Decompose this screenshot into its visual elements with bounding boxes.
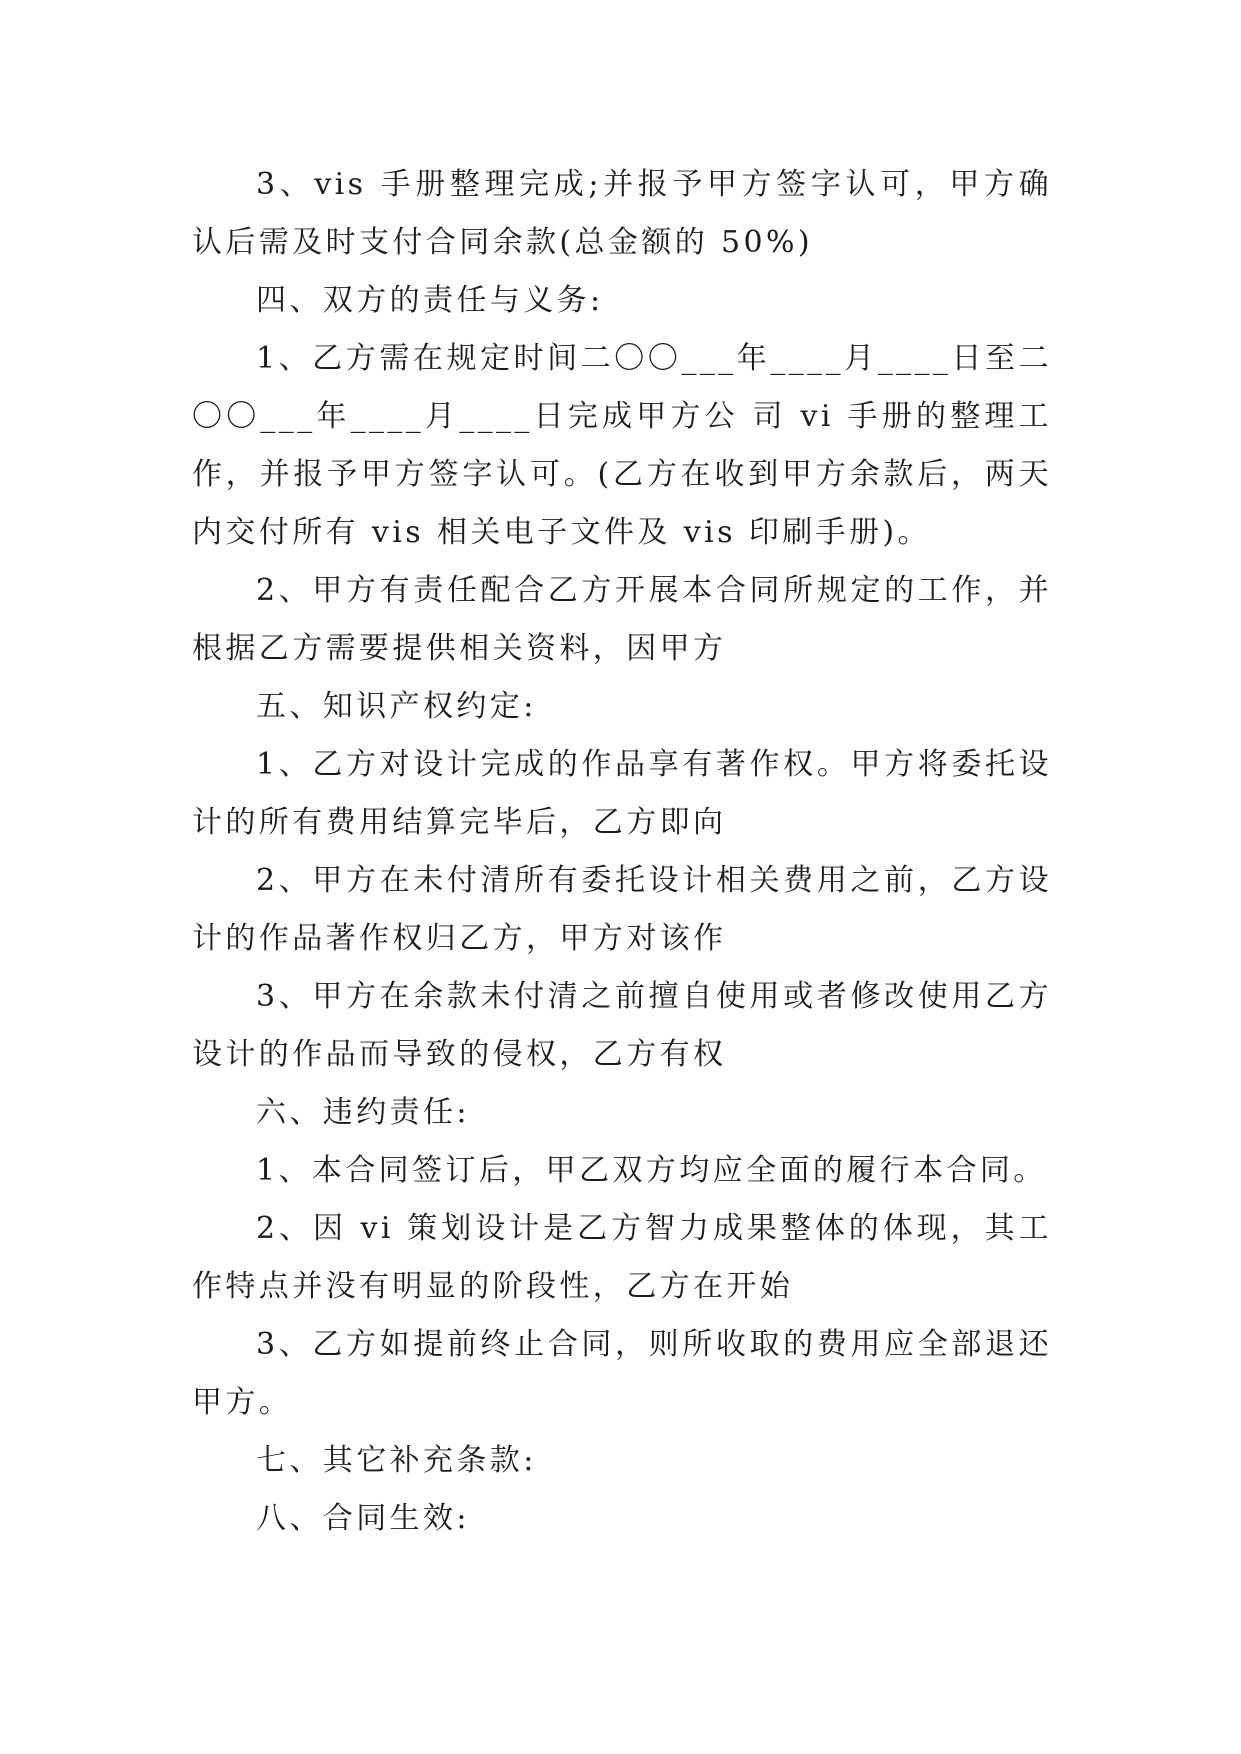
- paragraph-ip-3: 3、甲方在余款未付清之前擅自使用或者修改使用乙方设计的作品而导致的侵权，乙方有权: [192, 979, 1052, 1072]
- paragraph-breach-2: 2、因 vi 策划设计是乙方智力成果整体的体现，其工作特点并没有明显的阶段性，乙方在开始: [192, 1211, 1052, 1304]
- paragraph-ip-1: 1、乙方对设计完成的作品享有著作权。甲方将委托设计的所有费用结算完毕后，乙方即向: [192, 747, 1052, 840]
- section-heading-breach: 六、违约责任:: [256, 1095, 470, 1130]
- paragraph-responsibility-2: 2、甲方有责任配合乙方开展本合同所规定的工作，并根据乙方需要提供相关资料，因甲方: [192, 573, 1052, 666]
- paragraph-responsibility-1: 1、乙方需在规定时间二〇〇___年____月____日至二〇〇___年____月____日完成甲方公 司 vi 手册的整理工作，并报予甲方签字认可。(乙方在收到甲方余款后，两天内交付所有 vis 相关电子文件及 vis 印刷手册)。: [192, 341, 1052, 550]
- section-heading-ip-rights: 五、知识产权约定:: [256, 689, 537, 724]
- paragraph-ip-2: 2、甲方在未付清所有委托设计相关费用之前，乙方设计的作品著作权归乙方，甲方对该作: [192, 863, 1052, 956]
- paragraph-breach-3: 3、乙方如提前终止合同，则所收取的费用应全部退还甲方。: [192, 1327, 1052, 1420]
- section-heading-responsibilities: 四、双方的责任与义务:: [256, 283, 604, 318]
- section-heading-supplementary: 七、其它补充条款:: [256, 1443, 537, 1478]
- paragraph-breach-1: 1、本合同签订后，甲乙双方均应全面的履行本合同。: [256, 1153, 1047, 1188]
- paragraph-payment-clause-3: 3、vis 手册整理完成;并报予甲方签字认可，甲方确认后需及时支付合同余款(总金额的 50%): [192, 167, 1052, 260]
- document-page: [192, 156, 1052, 1548]
- section-heading-effectiveness: 八、合同生效:: [256, 1501, 470, 1536]
